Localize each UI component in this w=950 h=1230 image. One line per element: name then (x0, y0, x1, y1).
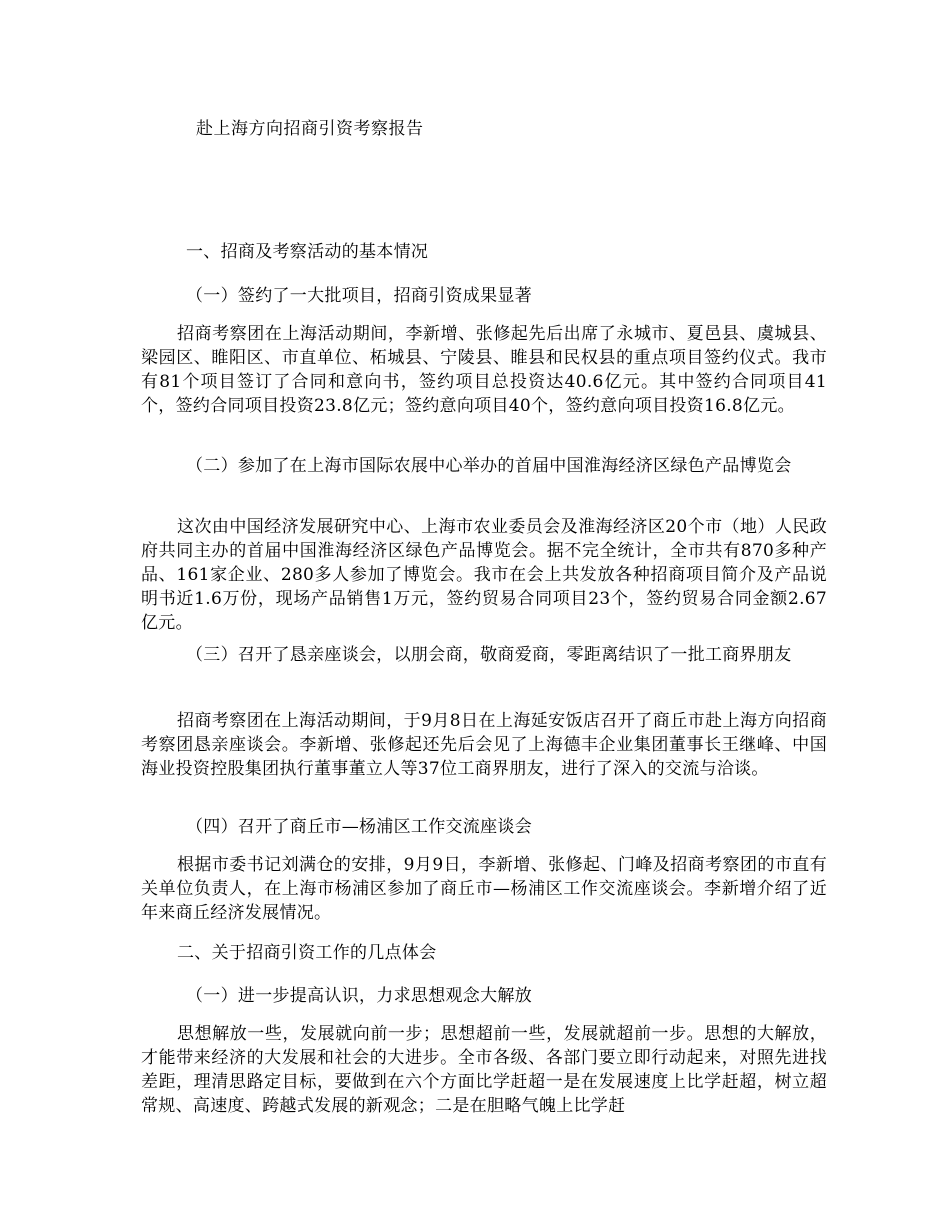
paragraph: 根据市委书记刘满仓的安排，9月9日，李新增、张修起、门峰及招商考察团的市直有关单位负责人，在上海市杨浦区参加了商丘市—杨浦区工作交流座谈会。李新增介绍了近年来商丘经济发展情况。 (141, 855, 827, 923)
paragraph: 这次由中国经济发展研究中心、上海市农业委员会及淮海经济区20个市（地）人民政府共同主办的首届中国淮海经济区绿色产品博览会。据不完全统计，全市共有870多种产品、161家企业、280多人参加了博览会。我市在会上共发放各种招商项目简介及产品说明书近1.6万份，现场产品销售1万元，签约贸易合同项目23个，签约贸易合同金额2.67亿元。 (141, 517, 827, 633)
subsection-heading: （一）进一步提高认识，力求思想观念大解放 (186, 986, 532, 1006)
subsection-heading: （二）参加了在上海市国际农展中心举办的首届中国淮海经济区绿色产品博览会 (186, 456, 792, 476)
subsection-heading: （一）签约了一大批项目，招商引资成果显著 (186, 286, 532, 306)
section-heading: 二、关于招商引资工作的几点体会 (177, 943, 437, 963)
document-title: 赴上海方向招商引资考察报告 (196, 119, 424, 139)
section-heading: 一、招商及考察活动的基本情况 (186, 242, 429, 262)
subsection-heading: （四）召开了商丘市—杨浦区工作交流座谈会 (186, 817, 532, 837)
subsection-heading: （三）召开了恳亲座谈会，以朋会商，敬商爱商，零距离结识了一批工商界朋友 (186, 645, 792, 665)
paragraph: 思想解放一些，发展就向前一步；思想超前一些，发展就超前一步。思想的大解放，才能带来经济的大发展和社会的大进步。全市各级、各部门要立即行动起来，对照先进找差距，理清思路定目标，要做到在六个方面比学赶超一是在发展速度上比学赶超，树立超常规、高速度、跨越式发展的新观念；二是在胆略气魄上比学赶 (141, 1024, 827, 1116)
paragraph: 招商考察团在上海活动期间，李新增、张修起先后出席了永城市、夏邑县、虞城县、梁园区、睢阳区、市直单位、柘城县、宁陵县、睢县和民权县的重点项目签约仪式。我市有81个项目签订了合同和意向书，签约项目总投资达40.6亿元。其中签约合同项目41个，签约合同项目投资23.8亿元；签约意向项目40个，签约意向项目投资16.8亿元。 (141, 324, 827, 416)
paragraph: 招商考察团在上海活动期间，于9月8日在上海延安饭店召开了商丘市赴上海方向招商考察团恳亲座谈会。李新增、张修起还先后会见了上海德丰企业集团董事长王继峰、中国海业投资控股集团执行董事董立人等37位工商界朋友，进行了深入的交流与洽谈。 (141, 711, 827, 779)
